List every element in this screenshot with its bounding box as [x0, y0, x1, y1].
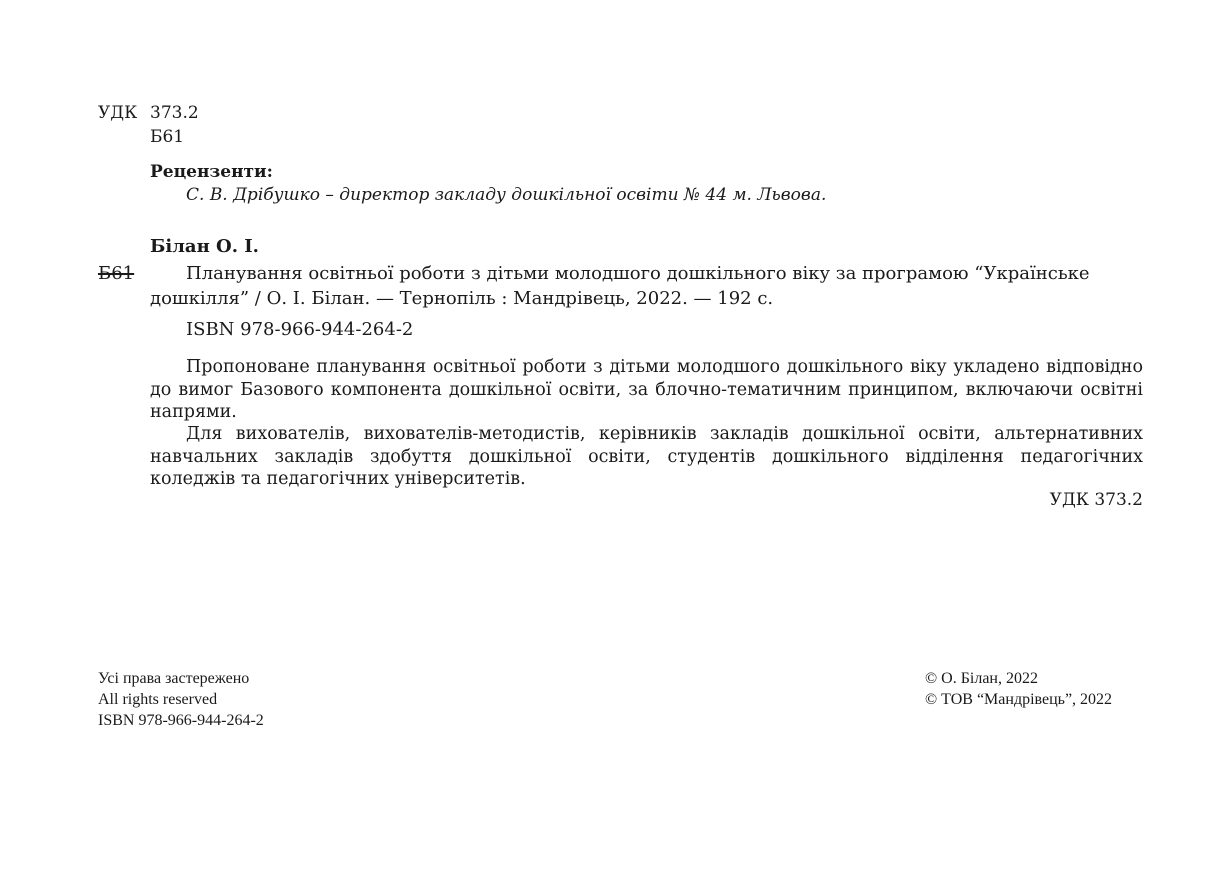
annotation-paragraph-1 — [150, 356, 1143, 424]
footer-isbn: ISBN 978-966-944-264-2 — [98, 712, 264, 729]
annotation-text-1: Пропоноване планування освітньої роботи з дітьми молодшого дошкільного віку укладено відповідно до вимог Базового компонента дошкільної освіти, за блочно-тематичним принципом, включаючи освітні напрями. — [150, 357, 1143, 422]
annotation-paragraph-2 — [150, 423, 1143, 491]
annotation-text-2: Для вихователів, вихователів-методистів, керівників закладів дошкільної освіти, альтернативних навчальних закладів здобуття дошкільної освіти, студентів дошкільного відділення педагогічних коледжів та педагогічних університетів. — [150, 424, 1143, 489]
bibliography-title-line2: дошкілля” / О. І. Білан. — Тернопіль : Мандрівець, 2022. — 192 с. — [150, 288, 774, 309]
bibliography-isbn: ISBN 978-966-944-264-2 — [186, 319, 414, 340]
annotation-udk: УДК 373.2 — [1049, 490, 1143, 510]
reviewers-text: С. В. Дрібушко – директор закладу дошкільної освіти № 44 м. Львова. — [186, 185, 827, 205]
copyright-publisher: © ТОВ “Мандрівець”, 2022 — [925, 691, 1113, 708]
rights-en: All rights reserved — [98, 691, 218, 708]
udk-value: 373.2 — [150, 103, 199, 123]
copyright-author: © О. Білан, 2022 — [925, 670, 1038, 687]
rights-ua: Усі права застережено — [98, 670, 250, 687]
bibliography-author: Білан О. І. — [150, 236, 259, 257]
bibliography-author-mark: Б61 — [98, 263, 135, 284]
bibliography-title-line1: Планування освітньої роботи з дітьми молодшого дошкільного віку за програмою “Українське — [186, 263, 1090, 284]
reviewers-heading: Рецензенти: — [150, 162, 273, 182]
author-mark: Б61 — [150, 127, 185, 147]
udk-label: УДК — [98, 103, 138, 123]
